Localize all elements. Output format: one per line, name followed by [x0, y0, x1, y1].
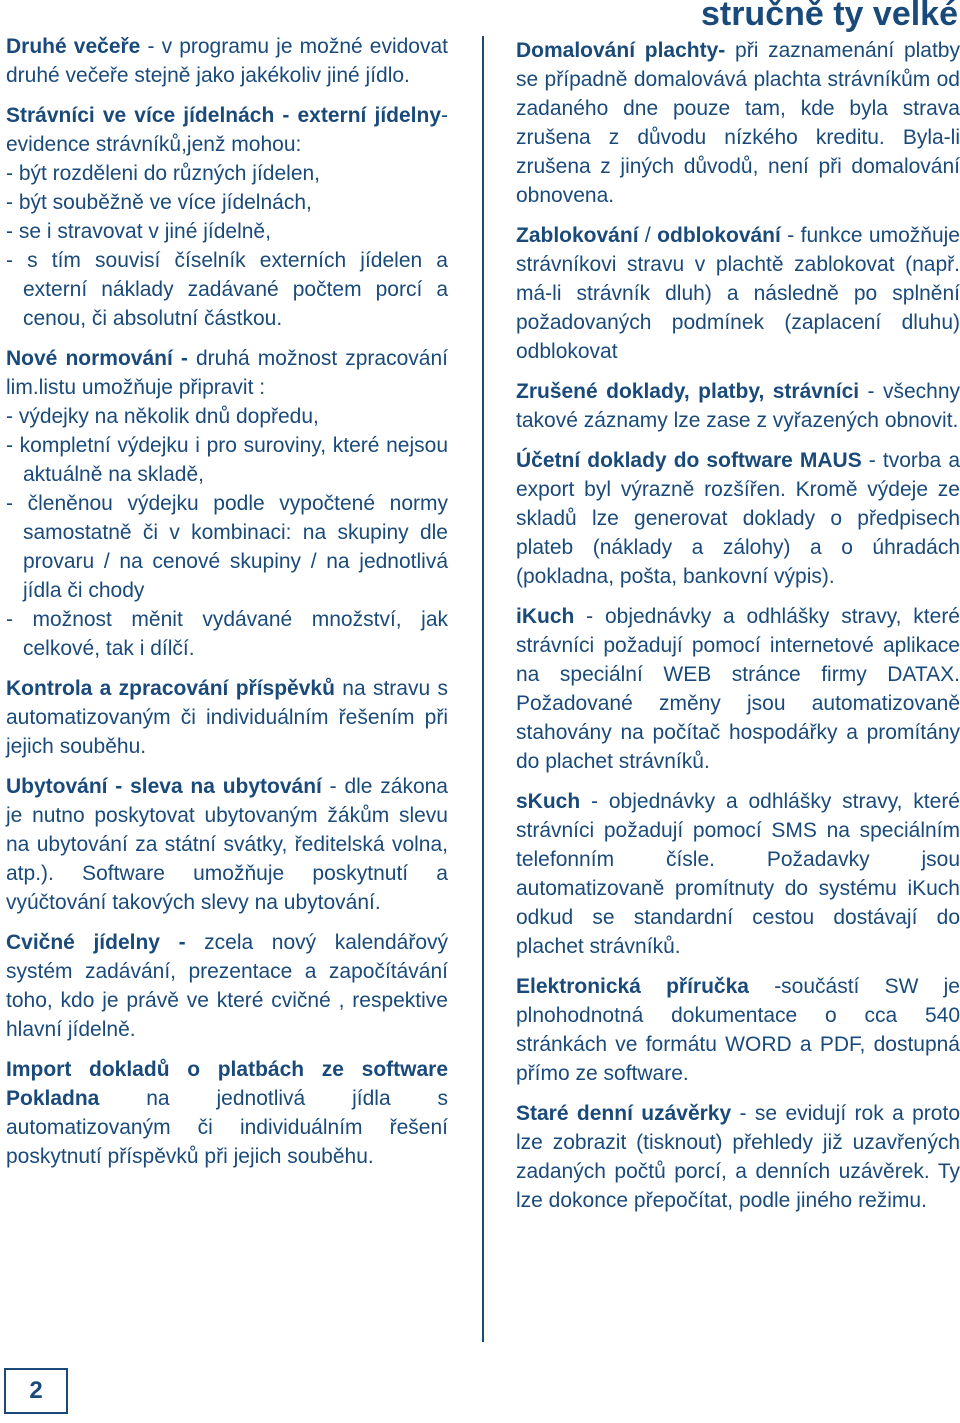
running-head: stručně ty velké: [700, 0, 958, 33]
paragraph-title: Elektronická příručka: [516, 975, 749, 998]
paragraph-title: Kontrola a zpracování příspěvků: [6, 677, 335, 700]
paragraph-text: druhá možnost zpracování lim.listu umožňuje připravit :: [6, 347, 448, 399]
paragraph-text: - funkce umožňuje strávníkovi stravu v plachtě zablokovat (např. má-li strávník dluh) a následně po splnění požadovaných podmínek (zaplacení dluhu) odblokovat: [516, 224, 960, 363]
paragraph-title: sKuch: [516, 790, 581, 813]
page-number: 2: [4, 1368, 68, 1414]
paragraph-title: Druhé večeře: [6, 35, 141, 58]
list-item: - být rozděleni do různých jídelen,: [6, 162, 321, 185]
paragraph-text: - všechny takové záznamy lze zase z vyřazených obnovit.: [516, 380, 960, 432]
paragraph: [516, 1099, 960, 1215]
paragraph: [6, 674, 448, 761]
paragraph-title: Staré denní uzávěrky: [516, 1102, 732, 1125]
paragraph-title: Import dokladů o platbách ze software Pokladna: [6, 1058, 448, 1110]
paragraph: [516, 602, 960, 776]
paragraph: [516, 787, 960, 961]
paragraph-text: - objednávky a odhlášky stravy, které strávníci požadují pomocí internetové aplikace na speciální WEB stránce firmy DATAX. Požadované změny jsou automatizovaně stahovány na počítač hospodářky a promítány do plachet strávníků.: [516, 605, 960, 773]
paragraph: [516, 377, 960, 435]
paragraph-text: na jednotlivá jídla s automatizovaným či individuálním řešení poskytnutí příspěvků při jejich souběhu.: [6, 1087, 448, 1168]
paragraph: [6, 344, 448, 663]
paragraph: [6, 928, 448, 1044]
paragraph: [6, 1055, 448, 1171]
list-item: - být souběžně ve více jídelnách,: [6, 191, 312, 214]
paragraph-text: -součástí SW je plnohodnotná dokumentace o cca 540 stránkách ve formátu WORD a PDF, dostupná přímo ze software.: [516, 975, 960, 1085]
paragraph-text: - v programu je možné evidovat druhé večeře stejně jako jakékoliv jiné jídlo.: [6, 35, 449, 87]
paragraph-separator: /: [638, 224, 658, 247]
paragraph-text: zcela nový kalendářový systém zadávání, prezentace a započítávání toho, kdo je právě ve které cvičné , respektive hlavní jídelně.: [6, 931, 448, 1041]
paragraph-text: -evidence strávníků,jenž mohou:: [6, 104, 448, 156]
paragraph-text: - objednávky a odhlášky stravy, které strávníci požadují pomocí SMS na speciálním telefonním čísle. Požadavky jsou automatizovaně promítnuty do systému iKuch odkud se standardní cestou dostávají do plachet strávníků.: [516, 790, 960, 958]
paragraph: [6, 32, 448, 90]
left-column: [6, 32, 448, 1182]
paragraph: [516, 36, 960, 210]
paragraph-text: - se evidují rok a proto lze zobrazit (tisknout) přehledy již uzavřených zadaných počtů porcí, a denních uzávěrek. Ty lze dokonce přepočítat, podle jiného režimu.: [516, 1102, 960, 1212]
list-item: - se i stravovat v jiné jídelně,: [6, 220, 271, 243]
paragraph-title: Nové normování -: [6, 347, 188, 370]
list-item: - kompletní výdejku i pro suroviny, které nejsou aktuálně na skladě,: [6, 434, 448, 486]
paragraph-title: Zablokování: [516, 224, 639, 247]
column-divider: [482, 36, 484, 1342]
paragraph-title: Zrušené doklady, platby, strávníci: [516, 380, 860, 403]
list-item: - členěnou výdejku podle vypočtené normy samostatně či v kombinaci: na skupiny dle provaru / na cenové skupiny / na jednotlivá jídla či chody: [6, 492, 448, 602]
list-item: - výdejky na několik dnů dopředu,: [6, 405, 319, 428]
paragraph-text: na stravu s automatizovaným či individuálním řešením při jejich souběhu.: [6, 677, 448, 758]
paragraph: [516, 446, 960, 591]
paragraph-title: Domalování plachty-: [516, 39, 726, 62]
list-item: - s tím souvisí číselník externích jídelen a externí náklady zadávané počtem porcí a cenou, či absolutní částkou.: [6, 249, 448, 330]
paragraph-title: Cvičné jídelny -: [6, 931, 186, 954]
paragraph-title: iKuch: [516, 605, 575, 628]
paragraph: [516, 221, 960, 366]
paragraph-text: - tvorba a export byl výrazně rozšířen. Kromě výdeje ze skladů lze generovat doklady o předpisech plateb (náklady a zálohy) a o úhradách (pokladna, pošta, bankovní výpis).: [516, 449, 960, 588]
paragraph: [6, 772, 448, 917]
paragraph-title: Strávníci ve více jídelnách - externí jídelny: [6, 104, 441, 127]
paragraph-title: Ubytování - sleva na ubytování: [6, 775, 322, 798]
paragraph: [6, 101, 448, 333]
paragraph-title: Účetní doklady do software MAUS: [516, 449, 862, 472]
paragraph-text: při zaznamenání platby se případně domalovává plachta strávníkům od zadaného dne pouze tam, kde byla strava zrušena z důvodu nízkého kreditu. Byla-li zrušena z jiných důvodů, není při domalování obnovena.: [516, 39, 960, 207]
paragraph-text: - dle zákona je nutno poskytovat ubytovaným žákům slevu na ubytování za státní svátky, ředitelská volna, atp.). Software umožňuje poskytnutí a vyúčtování takových slevy na ubytování.: [6, 775, 448, 914]
paragraph: [516, 972, 960, 1088]
list-item: - možnost měnit vydávané množství, jak celkové, tak i dílčí.: [6, 608, 448, 660]
paragraph-title-secondary: odblokování: [657, 224, 781, 247]
right-column: [516, 36, 960, 1226]
